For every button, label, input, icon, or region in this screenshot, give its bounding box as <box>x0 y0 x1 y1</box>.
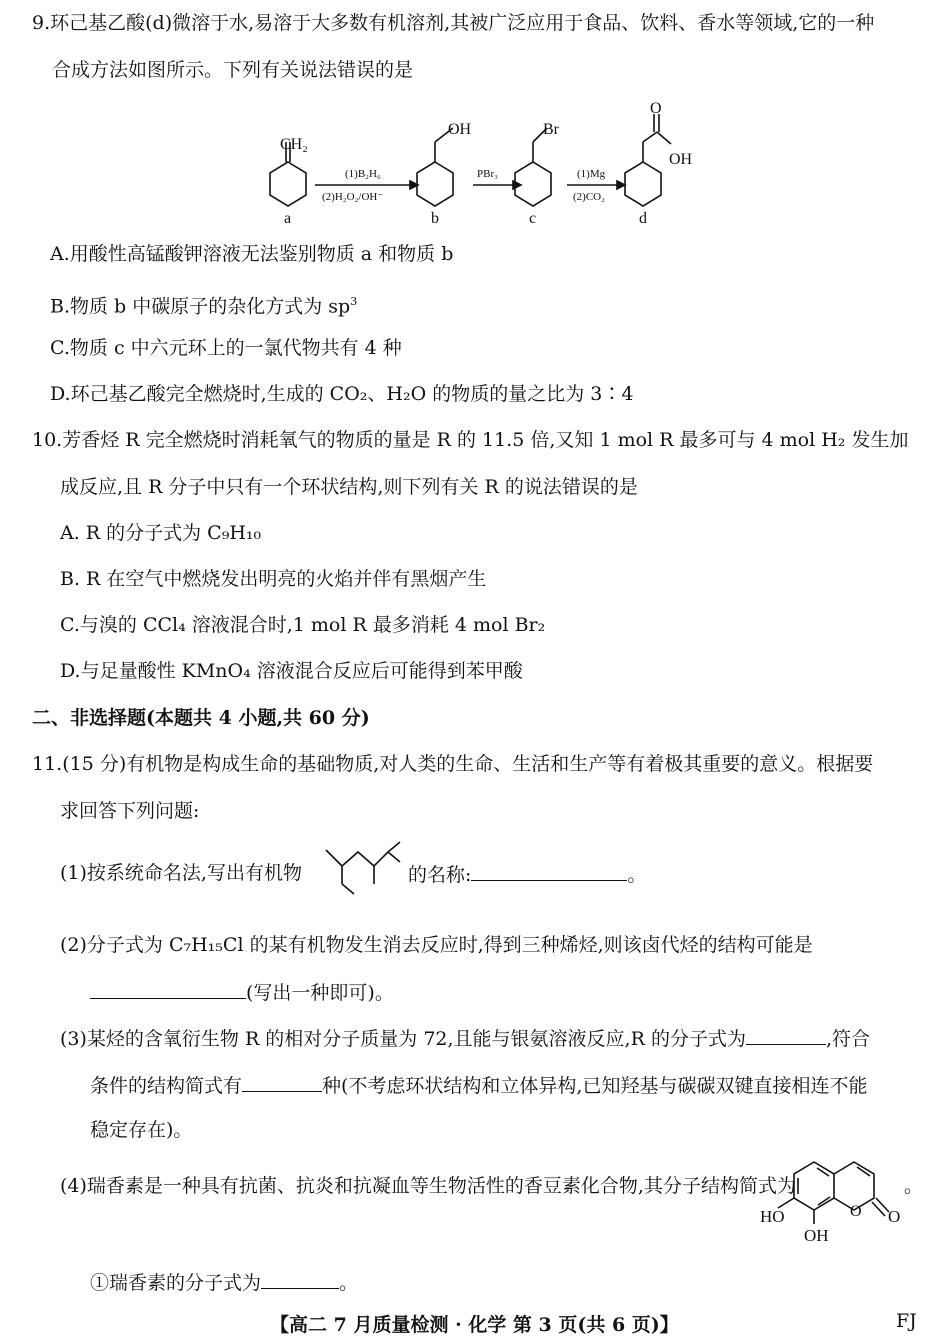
q9-stem-line1: 9.环己基乙酸(d)微溶于水,易溶于大多数有机溶剂,其被广泛应用于食品、饮料、香水等领域,它的一种 <box>32 12 875 34</box>
q9-option-b-sup: 3 <box>350 295 358 308</box>
q11-part3-line3: 稳定存在)。 <box>90 1119 193 1141</box>
scheme-d-oh: OH <box>669 151 693 168</box>
q11-stem-line2: 求回答下列问题: <box>60 800 200 822</box>
q11-part3-text2-tail: 种(不考虑环状结构和立体异构,已知羟基与碳碳双键直接相连不能 <box>322 1075 868 1097</box>
q11-part1-answer-blank[interactable] <box>471 860 627 881</box>
q11-part1-suffix <box>408 860 646 888</box>
scheme-a-group: CH₂ <box>280 136 308 153</box>
section-two-heading: 二、非选择题(本题共 4 小题,共 60 分) <box>32 707 370 729</box>
q11-part3-line1 <box>60 1024 870 1052</box>
q11-part3-formula-blank[interactable] <box>746 1024 826 1045</box>
q11-part2-answer-blank[interactable] <box>90 978 246 999</box>
q11-part4-formula-blank[interactable] <box>261 1268 339 1289</box>
hydroxyl-7-label: HO <box>760 1207 785 1226</box>
daphnetin-structure <box>752 1150 932 1250</box>
q11-part3-count-blank[interactable] <box>242 1071 322 1092</box>
q10-stem-line2: 成反应,且 R 分子中只有一个环状结构,则下列有关 R 的说法错误的是 <box>60 476 638 498</box>
q11-part1-period: 。 <box>627 864 647 886</box>
q11-part2-note: (写出一种即可)。 <box>246 982 394 1004</box>
q9-option-b <box>50 289 357 319</box>
q10-option-d: D.与足量酸性 KMnO₄ 溶液混合反应后可能得到苯甲酸 <box>60 660 523 682</box>
q11-part4-period: 。 <box>904 1175 924 1197</box>
scheme-c-label: c <box>529 210 537 227</box>
carbonyl-oxygen-label: O <box>888 1207 901 1226</box>
q10-option-c: C.与溴的 CCl₄ 溶液混合时,1 mol R 最多消耗 4 mol Br₂ <box>60 614 546 636</box>
q9-stem-line2: 合成方法如图所示。下列有关说法错误的是 <box>52 59 414 81</box>
scheme-step3-top: (1)Mg <box>577 168 606 180</box>
scheme-c-group: Br <box>543 121 559 138</box>
scheme-d-carbonyl-o: O <box>650 100 662 117</box>
scheme-step1-top: (1)B₂H₆ <box>345 168 381 180</box>
q9-option-d: D.环己基乙酸完全燃烧时,生成的 CO₂、H₂O 的物质的量之比为 3∶4 <box>50 383 634 405</box>
scheme-d-label: d <box>639 210 647 227</box>
q11-part3-line2 <box>90 1071 867 1099</box>
q10-option-a: A. R 的分子式为 C₉H₁₀ <box>60 522 262 544</box>
q9-option-c: C.物质 c 中六元环上的一氯代物共有 4 种 <box>50 337 402 359</box>
q11-part1-prefix: (1)按系统命名法,写出有机物 <box>60 862 302 884</box>
q11-part3-text2: 条件的结构简式有 <box>90 1075 243 1097</box>
q11-part2-line1: (2)分子式为 C₇H₁₅Cl 的某有机物发生消去反应时,得到三种烯烃,则该卤代烃的结构可能是 <box>60 934 813 956</box>
ring-oxygen-label: O <box>850 1203 862 1220</box>
q11-stem-line1: 11.(15 分)有机物是构成生命的基础物质,对人类的生命、生活和生产等有着极其重要的意义。根据要 <box>32 753 874 775</box>
hydroxyl-8-label: OH <box>804 1226 829 1245</box>
scheme-b-label: b <box>431 210 439 227</box>
q11-part4-text: (4)瑞香素是一种具有抗菌、抗炎和抗凝血等生物活性的香豆素化合物,其分子结构简式为 <box>60 1175 796 1197</box>
q11-part4-sub1-period: 。 <box>339 1272 359 1294</box>
footer-region-code: FJ <box>896 1310 917 1332</box>
scheme-a-label: a <box>284 210 292 227</box>
scheme-step3-bottom: (2)CO₂ <box>573 191 605 203</box>
q11-part4-sub1-text: ①瑞香素的分子式为 <box>90 1272 262 1294</box>
q11-part3-text-tail: ,符合 <box>825 1028 870 1050</box>
scheme-b-group: OH <box>448 121 472 138</box>
q9-option-b-text: B.物质 b 中碳原子的杂化方式为 sp <box>50 295 351 318</box>
q10-option-b: B. R 在空气中燃烧发出明亮的火焰并伴有黑烟产生 <box>60 568 487 590</box>
scheme-step1-bottom: (2)H₂O₂/OH⁻ <box>322 191 384 203</box>
q11-part2-line2 <box>90 978 394 1006</box>
q11-part3-text: (3)某烃的含氧衍生物 R 的相对分子质量为 72,且能与银氨溶液反应,R 的分子式为 <box>60 1028 746 1050</box>
q9-option-a: A.用酸性高锰酸钾溶液无法鉴别物质 a 和物质 b <box>50 243 454 265</box>
q9-synthesis-scheme <box>255 100 715 230</box>
q10-stem-line1: 10.芳香烃 R 完全燃烧时消耗氧气的物质的量是 R 的 11.5 倍,又知 1 mol R 最多可与 4 mol H₂ 发生加 <box>32 429 909 451</box>
page-footer: 【高二 7 月质量检测 · 化学 第 3 页(共 6 页)】 <box>270 1314 679 1336</box>
q11-part1-name-label: 的名称: <box>408 864 472 886</box>
scheme-step2: PBr₃ <box>477 168 498 180</box>
q11-part1-skeletal-structure <box>322 838 402 898</box>
q11-part4-sub1 <box>90 1268 358 1296</box>
